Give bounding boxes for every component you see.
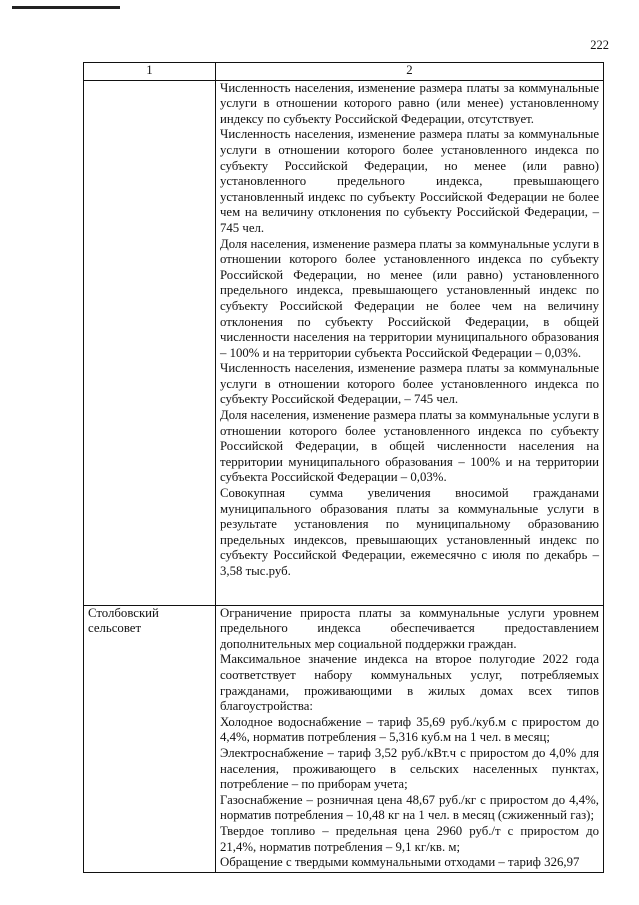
paragraph: Численность населения, изменение размера платы за коммунальные услуги в отношении которого равно (или менее) установленному индексу по субъекту Российской Федерации, отсутствует. [220, 80, 599, 126]
paragraph: Электроснабжение – тариф 3,52 руб./кВт.ч с приростом до 4,0% для населения, проживающего в сельских населенных пунктах, потребление – по приборам учета; [220, 745, 599, 792]
top-edge-line [12, 6, 120, 9]
paragraph: Ограничение прироста платы за коммунальные услуги уровнем предельного индекса обеспечивается предоставлением дополнительных мер социальной поддержки граждан. [220, 605, 599, 651]
description-cell [216, 605, 604, 872]
municipality-cell: Столбовский сельсовет [84, 605, 216, 872]
table-header-row [84, 63, 604, 81]
page-number: 222 [590, 38, 609, 52]
paragraph: Численность населения, изменение размера платы за коммунальные услуги в отношении которого более установленного индекса по субъекту Российской Федерации, но менее (или равно) установленного предельного индекса, превышающего установленный индекс по субъекту Российской Федерации не более чем на величину отклонения по субъекту Российской Федерации, – 745 чел. [220, 127, 599, 235]
description-cell [216, 80, 604, 605]
table-row [84, 605, 604, 872]
municipality-cell [84, 80, 216, 605]
paragraph: Доля населения, изменение размера платы за коммунальные услуги в отношении которого более установленного индекса по субъекту Российской Федерации, но менее (или равно) установленного предельного индекса, превышающего установленный индекс по субъекту Российской Федерации не более чем на величину отклонения по субъекту Российской Федерации, в общей численности населения на территории муниципального образования – 100% и на территории субъекта Российской Федерации – 0,03%. [220, 236, 599, 360]
paragraph: Твердое топливо – предельная цена 2960 руб./т с приростом до 21,4%, норматив потребления – 9,1 кг/кв. м; [220, 823, 599, 854]
table-row [84, 80, 604, 605]
column-header-1: 1 [84, 63, 216, 81]
paragraph: Газоснабжение – розничная цена 48,67 руб./кг с приростом до 4,4%, норматив потребления – 10,48 кг на 1 чел. в месяц (сжиженный газ); [220, 792, 599, 823]
paragraph: Численность населения, изменение размера платы за коммунальные услуги в отношении которого более установленного индекса по субъекту Российской Федерации, – 745 чел. [220, 361, 599, 407]
paragraph: Обращение с твердыми коммунальными отходами – тариф 326,97 [220, 855, 580, 870]
column-header-2: 2 [216, 63, 604, 81]
document-table [83, 62, 604, 873]
paragraph: Доля населения, изменение размера платы за коммунальные услуги в отношении которого более установленного индекса по субъекту Российской Федерации, в общей численности населения на территории муниципального образования – 100% и на территории субъекта Российской Федерации – 0,03%. [220, 408, 599, 485]
paragraph: Совокупная сумма увеличения вносимой гражданами муниципального образования платы за коммунальные услуги в результате установления по муниципальному образованию предельных индексов, превышающих установленный индекс по субъекту Российской Федерации, ежемесячно с июля по декабрь – 3,58 тыс.руб. [220, 486, 599, 578]
paragraph: Холодное водоснабжение – тариф 35,69 руб./куб.м с приростом до 4,4%, норматив потребления – 5,316 куб.м на 1 чел. в месяц; [220, 714, 599, 745]
paragraph: Максимальное значение индекса на второе полугодие 2022 года соответствует набору коммунальных услуг, потребляемых гражданами, проживающими в жилых домах всех типов благоустройства: [220, 652, 599, 714]
